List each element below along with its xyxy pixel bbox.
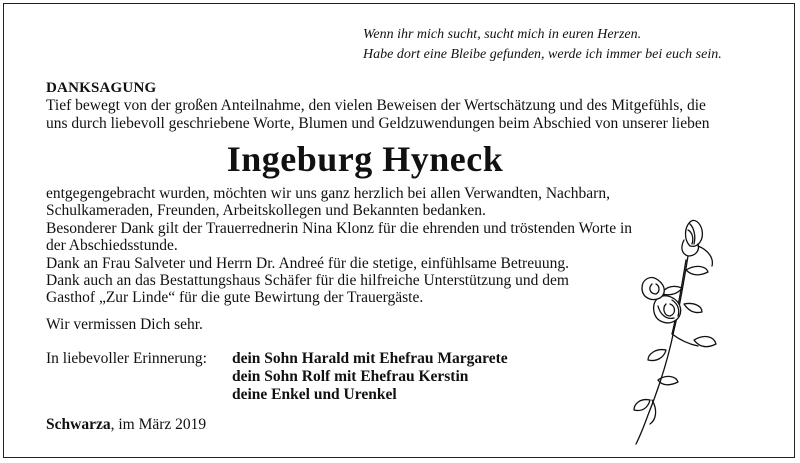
memory-label: In liebevoller Erinnerung: — [46, 350, 207, 367]
intro-paragraph — [46, 97, 766, 133]
body-line: Dank an Frau Salveter und Herrn Dr. Andreé für die stetige, einfühlsame Betreuung. — [46, 254, 569, 272]
intro-line: uns durch liebevoll geschriebene Worte, Blumen und Geldzuwendungen beim Abschied von unserer lieben — [46, 115, 710, 132]
notice-heading: DANKSAGUNG — [46, 80, 157, 96]
place-date-text: , im März 2019 — [110, 416, 207, 433]
body-line: Besonderer Dank gilt der Trauerrednerin Nina Klonz für die ehrenden und tröstenden Worte in — [46, 219, 633, 237]
signer: deine Enkel und Urenkel — [232, 386, 397, 403]
intro-line: Tief bewegt von der großen Anteilnahme, den vielen Beweisen der Wertschätzung und des Mitgefühls, die — [46, 97, 706, 114]
body-line: der Abschiedsstunde. — [46, 237, 178, 255]
place-date — [46, 416, 206, 434]
signer: dein Sohn Harald mit Ehefrau Margarete — [232, 350, 508, 367]
body-line: Dank auch an das Bestattungshaus Schäfer für die hilfreiche Unterstützung und dem — [46, 272, 569, 290]
body-line: Schulkameraden, Freunden, Arbeitskollegen und Bekannten bedanken. — [46, 202, 486, 220]
body-line: Gasthof „Zur Linde“ für die gute Bewirtung der Trauergäste. — [46, 289, 424, 307]
place-town: Schwarza — [46, 416, 111, 433]
signers-list — [232, 350, 508, 404]
thanks-paragraph — [46, 185, 686, 307]
memorial-quote — [363, 25, 722, 65]
deceased-name: Ingeburg Hyneck — [226, 139, 504, 179]
quote-line-1: Wenn ihr mich sucht, sucht mich in euren Herzen. — [363, 27, 642, 42]
closing-line: Wir vermissen Dich sehr. — [46, 316, 203, 333]
quote-line-2: Habe dort eine Bleibe gefunden, werde ich immer bei euch sein. — [363, 47, 722, 62]
signer: dein Sohn Rolf mit Ehefrau Kerstin — [232, 368, 469, 385]
body-line: entgegengebracht wurden, möchten wir uns ganz herzlich bei allen Verwandten, Nachbarn, — [46, 185, 610, 202]
rose-illustration — [628, 210, 738, 450]
